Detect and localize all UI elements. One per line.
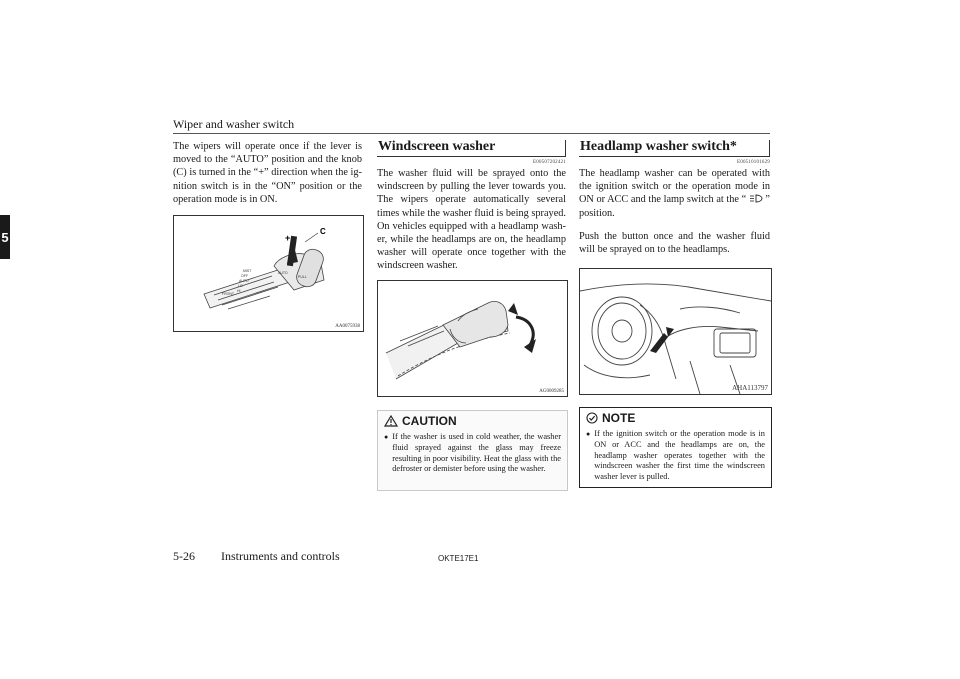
caution-header: [384, 414, 457, 428]
figure-code: AG0009285: [539, 389, 564, 394]
knob-label-pull: PULL: [298, 275, 307, 279]
knob-label-auto: AUTO: [278, 271, 288, 275]
note-item: [586, 429, 765, 483]
warning-triangle-icon: [384, 415, 398, 427]
page-number: 5-26: [173, 549, 195, 563]
footer-section-name: Instruments and controls: [221, 549, 340, 563]
ref-code: E00510101629: [737, 160, 770, 165]
title-rule: [377, 156, 566, 157]
headlamp-paragraph-1: [579, 167, 770, 220]
lever-label-off: OFF: [241, 274, 248, 278]
footer-doc-code: OKTE17E1: [438, 554, 479, 563]
note-label: NOTE: [602, 411, 636, 425]
bullet-icon: ●: [384, 433, 389, 441]
running-header: Wiper and washer switch: [173, 117, 295, 131]
lever-figure: [173, 215, 364, 332]
callout-c: C: [320, 227, 326, 236]
lever-label-auto: AUTO: [239, 279, 249, 283]
lever-illustration: [174, 216, 363, 331]
ref-code: E00507202421: [533, 160, 566, 165]
figure-code: AHA113797: [732, 384, 768, 392]
title-rule: [579, 156, 770, 157]
dashboard-illustration: [580, 269, 771, 394]
caution-item: [384, 432, 561, 475]
headlamp-paragraph-2: Push the button once and the washer fluid will be sprayed on to the headlamps.: [579, 231, 770, 256]
caution-box: [377, 410, 568, 491]
washer-paragraph: The washer fluid will be sprayed onto the windscreen by pulling the lever towards you. The wipers operate automatically several times while the washer fluid is being sprayed. On vehicles equipped with a headlamp wash-er, while the headlamps are on, the headlamp washer will operate once together with the windscreen washer.: [377, 168, 566, 272]
washer-illustration: [378, 281, 567, 396]
headlamp-paragraph-1-start: The headlamp washer can be operated with the ignition switch or the operation mode in ON or ACC and the lamp switch at the “: [579, 168, 770, 206]
headlamp-paragraph-1-end: ” position.: [579, 194, 770, 219]
intro-paragraph: The wipers will operate once if the lever is moved to the “AUTO” position and the knob (C) is turned in the “+” direction when the ig-nition switch is in the “ON” position or the operation mode is in ON.: [173, 141, 362, 205]
caution-label: CAUTION: [402, 414, 457, 428]
bullet-icon: ●: [586, 430, 591, 438]
title-tick: [565, 140, 566, 156]
lever-label-hi: HI: [237, 289, 241, 293]
note-box: [579, 407, 772, 488]
note-header: [586, 411, 635, 425]
title-tick: [769, 140, 770, 156]
lever-label-lo: LO: [238, 284, 243, 288]
chapter-tab: 5: [0, 215, 10, 259]
note-text: If the ignition switch or the operation mode is in ON or ACC and the headlamps are on, the headlamp washer operates together with the windscreen washer the first time the windscreen washer lever is pulled.: [594, 429, 765, 482]
caution-text: If the washer is used in cold weather, the washer fluid sprayed against the glass may freeze resulting in poor visibility. Heat the glass with the defroster or demister before using the washer.: [392, 432, 561, 474]
header-rule: [173, 133, 770, 134]
headlamp-symbol-icon: [749, 194, 763, 203]
figure-code: AA0075938: [335, 324, 360, 329]
section-title-headlamp-washer: Headlamp washer switch*: [580, 139, 737, 154]
note-icon: [586, 412, 598, 424]
lever-label-mist: MIST: [243, 269, 252, 273]
callout-plus: +: [285, 233, 291, 243]
dashboard-figure: [579, 268, 772, 395]
section-title-windscreen-washer: Windscreen washer: [378, 139, 496, 154]
washer-figure: [377, 280, 568, 397]
lever-label-front: FRONT: [222, 292, 235, 296]
